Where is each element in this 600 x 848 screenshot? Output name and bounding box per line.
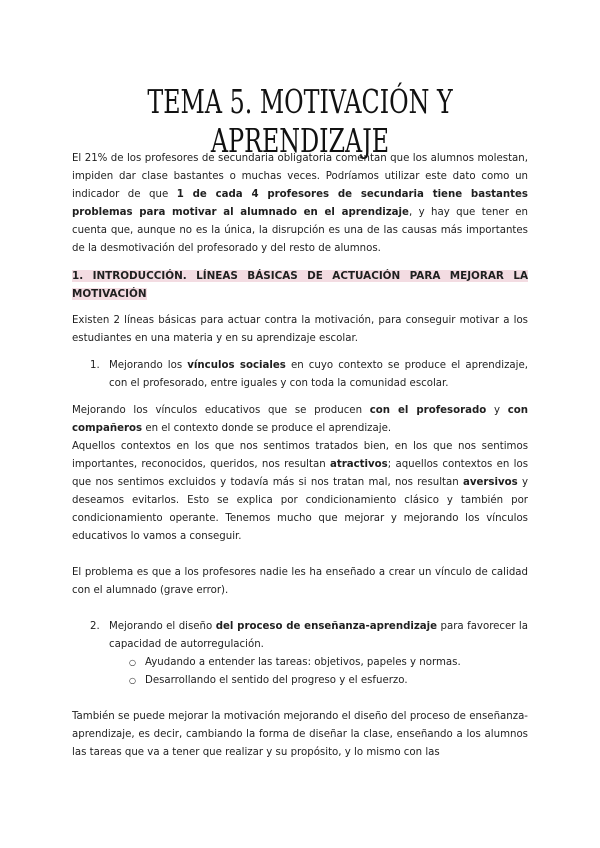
vinculos-text-1: Mejorando los vínculos educativos que se producen	[72, 405, 370, 416]
numbered-list-2	[72, 618, 528, 654]
list-number: 1.	[90, 360, 100, 371]
item1-text-2: en cuyo contexto se produce el aprendizaje, con el profesorado, entre iguales y con toda la comunidad escolar.	[109, 360, 528, 389]
page-title: TEMA 5. MOTIVACIÓN Y APRENDIZAJE	[147, 82, 453, 160]
section-heading-1	[72, 267, 528, 303]
contextos-text-3: y deseamos evitarlos. Esto se explica por condicionamiento clásico y también por condicionamiento operante. Tenemos mucho que mejorar y mejorando los vínculos educativos lo vamos a conseguir.	[72, 477, 528, 542]
list-item-2	[72, 618, 528, 654]
lines-paragraph: Existen 2 líneas básicas para actuar contra la motivación, para conseguir motivar a los estudiantes en una materia y en su aprendizaje escolar.	[72, 315, 528, 344]
list-number: 2.	[90, 621, 100, 632]
item2-text-1: Mejorando el diseño	[109, 621, 216, 632]
contextos-text-1: Aquellos contextos en los que nos sentimos tratados bien, en los que nos sentimos importantes, reconocidos, queridos, nos resultan	[72, 441, 528, 470]
sub-item-text: Ayudando a entender las tareas: objetivos, papeles y normas.	[145, 657, 461, 668]
vinculos-text-3: en el contexto donde se produce el aprendizaje.	[142, 423, 392, 434]
item2-text-2: para favorecer la capacidad de autorregulación.	[109, 621, 528, 650]
intro-bold: 1 de cada 4 profesores de secundaria tiene bastantes problemas para motivar al alumnado en el aprendizaje	[72, 189, 528, 218]
item1-bold: vínculos sociales	[187, 360, 286, 371]
closing-paragraph: También se puede mejorar la motivación mejorando el diseño del proceso de enseñanza-aprendizaje, es decir, cambiando la forma de diseñar la clase, enseñando a los alumnos las tareas que va a tener que realizar y su propósito, y lo mismo con las	[72, 711, 528, 758]
vinculos-bold-2: con compañeros	[72, 405, 528, 434]
contextos-text-2: ; aquellos contextos en los que nos sentimos excluidos y todavía más si nos tratan mal, nos resultan	[72, 459, 528, 488]
item1-text-1: Mejorando los	[109, 360, 188, 371]
hollow-circle-bullet-icon: ○	[129, 658, 136, 667]
sub-list-item	[72, 654, 528, 672]
intro-paragraph	[72, 150, 528, 258]
vinculos-bold-1: con el profesorado	[369, 405, 487, 416]
problema-paragraph: El problema es que a los profesores nadie les ha enseñado a crear un vínculo de calidad con el alumnado (grave error).	[72, 567, 528, 596]
numbered-list-1	[72, 357, 528, 393]
contextos-bold-1: atractivos	[330, 459, 388, 470]
list-item-1	[72, 357, 528, 393]
contextos-bold-2: aversivos	[462, 477, 518, 488]
item2-bold: del proceso de enseñanza-aprendizaje	[215, 621, 438, 632]
sub-bullet-list	[72, 654, 528, 690]
vinculos-text-2: y	[486, 405, 508, 416]
vinculos-paragraph	[72, 402, 528, 438]
sub-item-text: Desarrollando el sentido del progreso y el esfuerzo.	[145, 675, 408, 686]
intro-text-2: , y hay que tener en cuenta que, aunque no es la única, la disrupción es una de las causas más importantes de la desmotivación del profesorado y del resto de alumnos.	[72, 207, 529, 254]
sub-list-item	[72, 672, 528, 690]
section-heading-text: 1. INTRODUCCIÓN. LÍNEAS BÁSICAS DE ACTUACIÓN PARA MEJORAR LA MOTIVACIÓN	[72, 270, 528, 300]
intro-text-1: El 21% de los profesores de secundaria obligatoria comentan que los alumnos molestan, impiden dar clase bastantes o muchas veces. Podríamos utilizar este dato como un indicador de que	[72, 153, 528, 200]
contextos-paragraph	[72, 438, 528, 546]
document-body	[72, 150, 528, 762]
hollow-circle-bullet-icon: ○	[129, 676, 136, 685]
